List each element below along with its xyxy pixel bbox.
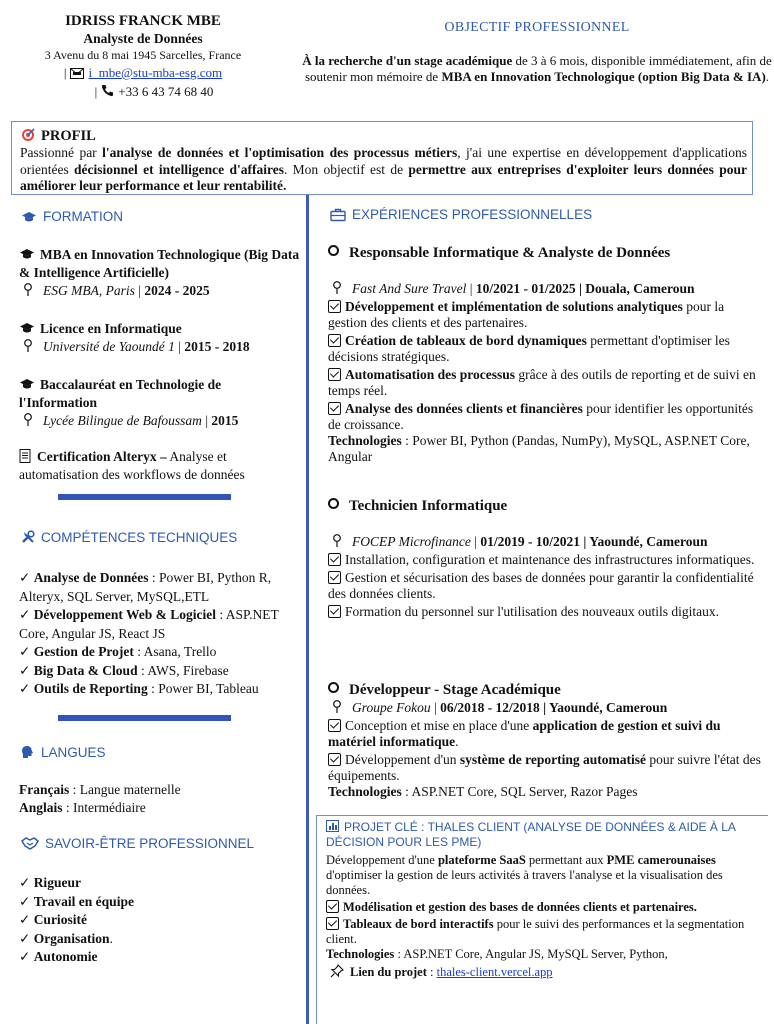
target-icon	[21, 128, 41, 144]
list-item: ✓ Autonomie	[19, 949, 98, 964]
formation-item: Baccalauréat en Technologie de l'Information Lycée Bilingue de Bafoussam | 2015	[19, 377, 239, 428]
checkbox-icon	[326, 917, 339, 930]
project-section	[326, 820, 768, 980]
address: 3 Avenu du 8 mai 1945 Sarcelles, France	[44, 48, 242, 62]
contact-header	[0, 12, 286, 101]
project-link[interactable]: thales-client.vercel.app	[436, 965, 553, 979]
list-item: ✓ Analyse de Données : Power BI, Python R, Alteryx, SQL Server, MySQL,ETL	[19, 570, 272, 604]
circle-bullet-icon	[328, 498, 339, 509]
circle-bullet-icon	[328, 245, 339, 256]
graduation-cap-icon	[21, 211, 37, 223]
list-item: Installation, configuration et maintenance des infrastructures informatiques.	[328, 552, 764, 568]
bar-chart-icon	[326, 820, 344, 834]
experiences-heading: EXPÉRIENCES PROFESSIONNELLES	[330, 207, 592, 222]
formation-item: MBA en Innovation Technologique (Big Data & Intelligence Artificielle) ESG MBA, Paris | 2024 - 2025	[19, 247, 300, 298]
job-meta: FOCEP Microfinance | 01/2019 - 10/2021 | Yaoundé, Cameroun	[328, 534, 764, 550]
location-pin-icon	[19, 413, 43, 428]
list-item: Automatisation des processus grâce à des outils de reporting et de suivi en temps réel.	[328, 367, 756, 398]
column-divider	[306, 195, 309, 1024]
tools-icon	[21, 530, 35, 544]
checkbox-icon	[328, 571, 341, 584]
project-description: Développement d'une plateforme SaaS permettant aux PME camerounaises d'optimiser la gestion de leurs activités à travers l'analyse et la visualisation des données.	[326, 853, 723, 897]
list-item: ✓ Gestion de Projet : Asana, Trello	[19, 644, 217, 659]
job-meta: Groupe Fokou | 06/2018 - 12/2018 | Yaoundé, Cameroun	[328, 700, 764, 716]
graduation-cap-icon	[19, 321, 40, 336]
phone-icon	[101, 84, 114, 101]
email-icon	[70, 66, 84, 83]
location-pin-icon	[328, 700, 352, 715]
checkbox-icon	[328, 553, 341, 566]
pushpin-icon	[326, 965, 350, 979]
list-item: ✓ Développement Web & Logiciel : ASP.NET Core, Angular JS, React JS	[19, 607, 279, 641]
competences-list	[19, 569, 301, 699]
phone-line: | +33 6 43 74 68 40	[0, 83, 286, 102]
competences-heading: COMPÉTENCES TECHNIQUES	[21, 530, 237, 545]
list-item: Modélisation et gestion des bases de données clients et partenaires.	[326, 900, 768, 915]
candidate-name: IDRISS FRANCK MBE	[65, 13, 221, 29]
email-line: | i_mbe@stu-mba-esg.com	[0, 64, 286, 83]
list-item: Conception et mise en place d'une application de gestion et suivi du matériel informatique.	[328, 718, 721, 749]
section-separator	[58, 494, 231, 500]
job-title: Technicien Informatique	[328, 498, 764, 514]
checkbox-icon	[328, 719, 341, 732]
list-item: ✓ Curiosité	[19, 912, 87, 927]
profile-text: Passionné par l'analyse de données et l'optimisation des processus métiers, j'ai une expertise en développement d'applications orientées décisionnel et intelligence d'affaires. Mon objectif est de permettre aux entreprises d'exploiter leurs données pour améliorer leur performance et leur rentabilité.	[20, 145, 747, 193]
location-pin-icon	[19, 283, 43, 298]
formation-item: Licence en Informatique Université de Yaoundé 1 | 2015 - 2018	[19, 320, 301, 356]
savoir-heading: SAVOIR-ÊTRE PROFESSIONNEL	[21, 836, 254, 851]
list-item: ✓ Rigueur	[19, 875, 81, 890]
list-item: Développement d'un système de reporting automatisé pour suivre l'état des équipements.	[328, 752, 761, 783]
list-item: Tableaux de bord interactifs pour le suivi des performances et la segmentation client.	[326, 917, 745, 946]
certification: Certification Alteryx – Analyse et automatisation des workflows de données	[19, 449, 245, 482]
checkbox-icon	[328, 368, 341, 381]
document-icon	[19, 449, 37, 464]
project-title: PROJET CLÉ : THALES CLIENT (ANALYSE DE DONNÉES & AIDE À LA DÉCISION POUR LES PME)	[326, 820, 736, 849]
project-link-line: Lien du projet : thales-client.vercel.app	[326, 964, 768, 980]
list-item: ✓ Outils de Reporting : Power BI, Tableau	[19, 681, 259, 696]
checkbox-icon	[328, 605, 341, 618]
list-item: Création de tableaux de bord dynamiques permettant d'optimiser les décisions stratégiques.	[328, 333, 730, 364]
list-item: Gestion et sécurisation des bases de données pour garantir la confidentialité des données clients.	[328, 570, 754, 601]
list-item: Anglais : Intermédiaire	[19, 800, 146, 815]
speaking-head-icon	[21, 745, 35, 759]
checkbox-icon	[328, 334, 341, 347]
location-pin-icon	[328, 534, 352, 549]
job-meta: Fast And Sure Travel | 10/2021 - 01/2025 | Douala, Cameroun	[328, 281, 764, 297]
candidate-title: Analyste de Données	[83, 31, 203, 46]
tech-line: Technologies : Power BI, Python (Pandas, NumPy), MySQL, ASP.NET Core, Angular	[328, 433, 750, 464]
langues-heading: LANGUES	[21, 745, 106, 760]
checkbox-icon	[328, 300, 341, 313]
langues-list	[19, 781, 301, 817]
formation-heading: FORMATION	[21, 209, 123, 224]
list-item: Analyse des données clients et financières pour identifier les opportunités de croissance.	[328, 401, 754, 432]
list-item: ✓ Organisation.	[19, 930, 113, 946]
checkbox-icon	[328, 753, 341, 766]
profile-heading	[21, 127, 96, 145]
list-item: Français : Langue maternelle	[19, 782, 181, 797]
email-link[interactable]: i_mbe@stu-mba-esg.com	[88, 65, 223, 80]
profile-title: PROFIL	[41, 128, 96, 144]
savoir-list	[19, 874, 301, 967]
circle-bullet-icon	[328, 682, 339, 693]
job-entry	[328, 682, 764, 800]
tech-line: Technologies : ASP.NET Core, Angular JS, MySQL Server, Python,	[326, 947, 668, 961]
briefcase-icon	[330, 208, 346, 221]
checkbox-icon	[326, 900, 339, 913]
handshake-icon	[21, 836, 39, 850]
job-entry	[328, 498, 764, 620]
objective-title: OBJECTIF PROFESSIONNEL	[444, 20, 630, 35]
section-separator	[58, 715, 231, 721]
objective-text: À la recherche d'un stage académique de 3 à 6 mois, disponible immédiatement, afin de soutenir mon mémoire de MBA en Innovation Technologique (option Big Data & IA).	[302, 53, 772, 84]
location-pin-icon	[328, 281, 352, 296]
phone-number: +33 6 43 74 68 40	[118, 83, 214, 99]
location-pin-icon	[19, 339, 43, 354]
job-entry	[328, 245, 764, 465]
tech-line: Technologies : ASP.NET Core, SQL Server, Razor Pages	[328, 784, 638, 799]
job-title: Développeur - Stage Académique	[328, 682, 764, 698]
list-item: Formation du personnel sur l'utilisation des nouveaux outils digitaux.	[328, 604, 764, 620]
job-title: Responsable Informatique & Analyste de Données	[328, 245, 764, 261]
list-item: ✓ Travail en équipe	[19, 893, 134, 909]
graduation-cap-icon	[19, 377, 40, 392]
graduation-cap-icon	[19, 247, 40, 262]
checkbox-icon	[328, 402, 341, 415]
list-item: Développement et implémentation de solutions analytiques pour la gestion des clients et des partenaires.	[328, 299, 725, 330]
list-item: ✓ Big Data & Cloud : AWS, Firebase	[19, 662, 229, 678]
